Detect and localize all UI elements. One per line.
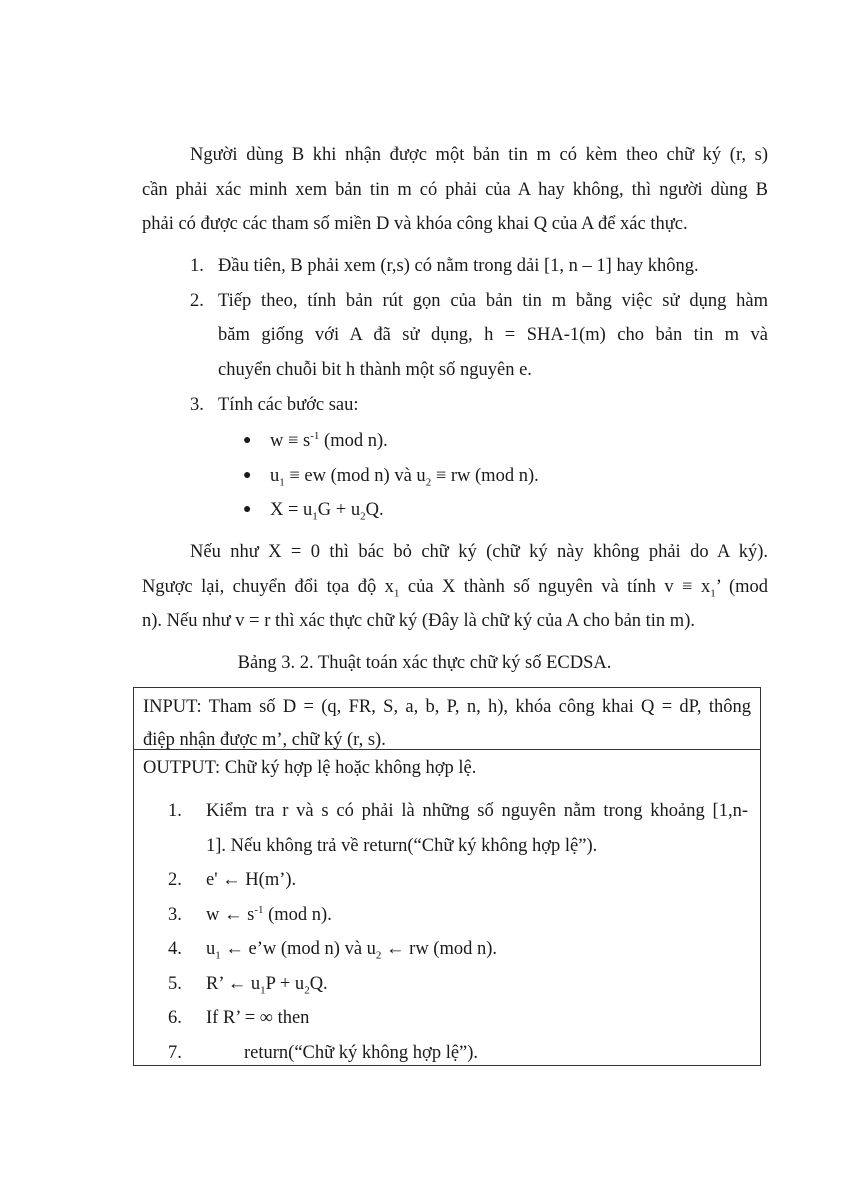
algo-step-6 [168, 1001, 748, 1036]
subscript: 2 [425, 476, 432, 489]
intro-paragraph [142, 138, 768, 242]
subscript: 2 [304, 984, 310, 997]
step-text: Đầu tiên, B phải xem (r,s) có nằm trong dải [1, n – 1] hay không. [218, 256, 699, 276]
algo-step-7 [168, 1036, 748, 1071]
bullet-text: G + u [317, 500, 361, 520]
text: Ngược lại, chuyển đổi tọa độ x [142, 576, 394, 597]
algo-step-number: 5. [168, 973, 182, 994]
input-line-1: INPUT: Tham số D = (q, FR, S, a, b, P, n, h), khóa công khai Q = dP, thông [143, 697, 751, 717]
algo-step-text: If R’ = ∞ then [206, 1008, 310, 1028]
bullet-icon: ● [243, 467, 252, 483]
conclusion-line-1: Nếu như X = 0 thì bác bỏ chữ ký (chữ ký này không phải do A ký). [190, 542, 768, 562]
subscript: 1 [260, 984, 266, 997]
computation-bullets [240, 424, 539, 528]
algo-step-text: w ← s [206, 904, 255, 925]
subscript: 1 [215, 949, 221, 962]
algorithm-table [133, 687, 761, 1066]
step-1 [190, 249, 768, 284]
text: ’ (mod [715, 576, 768, 597]
algo-step-text: Q. [309, 973, 328, 994]
conclusion-line-2 [142, 570, 768, 605]
algo-step-4 [168, 932, 748, 967]
input-cell [134, 688, 760, 750]
algo-step-text: e' ← H(m’). [206, 870, 297, 890]
subscript: 2 [375, 949, 382, 962]
intro-line-3: phải có được các tham số miền D và khóa công khai Q của A để xác thực. [142, 214, 688, 235]
step-text: Tính các bước sau: [218, 394, 359, 415]
bullet-text: ≡ rw (mod n). [431, 465, 539, 486]
algo-step-1 [168, 794, 748, 863]
algo-step-text: ← rw (mod n). [381, 939, 498, 959]
bullet-icon: ● [243, 433, 252, 448]
step-number: 3. [190, 394, 204, 415]
algo-step-text: ← e’w (mod n) và u [220, 939, 376, 959]
bullet-text: u [270, 465, 280, 486]
conclusion-line-3: n). Nếu như v = r thì xác thực chữ ký (Đây là chữ ký của A cho bản tin m). [142, 611, 695, 632]
step-number: 2. [190, 290, 204, 311]
bullet-text: w ≡ s [270, 431, 311, 451]
step-text: Tiếp theo, tính bản rút gọn của bản tin m bằng việc sử dụng hàm [218, 290, 768, 311]
text: của X thành số nguyên và tính v ≡ x [399, 576, 711, 597]
algo-step-2 [168, 863, 748, 898]
subscript: 1 [312, 510, 318, 523]
superscript: -1 [254, 903, 264, 916]
bullet-text: X = u [270, 500, 313, 520]
algorithm-steps [168, 794, 748, 1070]
algo-step-text: u [206, 939, 216, 959]
step-text: băm giống với A đã sử dụng, h = SHA-1(m) cho bản tin m và [218, 325, 768, 346]
verification-steps [190, 249, 768, 423]
bullet-text: ≡ ew (mod n) và u [284, 465, 426, 486]
step-3 [190, 388, 768, 423]
algo-step-number: 1. [168, 801, 182, 821]
algo-step-text: Kiểm tra r và s có phải là những số nguyên nằm trong khoảng [1,n- [206, 801, 748, 821]
algo-step-number: 2. [168, 870, 182, 890]
output-cell: OUTPUT: Chữ ký hợp lệ hoặc không hợp lệ. [143, 758, 477, 778]
algo-step-number: 4. [168, 939, 182, 959]
bullet-text: (mod n). [319, 431, 388, 451]
subscript: 2 [360, 510, 366, 523]
intro-line-2: cần phải xác minh xem bản tin m có phải của A hay không, thì người dùng B [142, 179, 768, 200]
algo-step-text: (mod n). [263, 904, 332, 925]
bullet-text: Q. [365, 500, 384, 520]
algo-step-text: P + u [265, 973, 305, 994]
step-number: 1. [190, 256, 204, 276]
superscript: -1 [310, 429, 320, 442]
algo-step-text: return(“Chữ ký không hợp lệ”). [244, 1042, 479, 1063]
algo-step-5 [168, 967, 748, 1002]
bullet-w [240, 424, 539, 459]
algo-step-text: 1]. Nếu không trả về return(“Chữ ký không hợp lệ”). [206, 835, 598, 856]
algo-step-text: R’ ← u [206, 973, 261, 994]
algo-step-number: 6. [168, 1008, 182, 1028]
algo-step-number: 7. [168, 1042, 182, 1063]
step-text: chuyển chuỗi bit h thành một số nguyên e. [218, 360, 532, 381]
conclusion-paragraph [142, 535, 768, 639]
bullet-u [240, 459, 539, 494]
bullet-x [240, 493, 539, 528]
algo-step-number: 3. [168, 904, 182, 925]
subscript: 1 [279, 476, 285, 489]
input-line-2: điệp nhận được m’, chữ ký (r, s). [143, 730, 386, 750]
table-caption: Bảng 3. 2. Thuật toán xác thực chữ ký số ECDSA. [237, 653, 612, 673]
subscript: 1 [710, 587, 716, 600]
intro-line-1: Người dùng B khi nhận được một bản tin m có kèm theo chữ ký (r, s) [190, 145, 768, 165]
subscript: 1 [393, 587, 400, 600]
step-2 [190, 284, 768, 388]
algo-step-3 [168, 898, 748, 933]
bullet-icon: ● [243, 502, 252, 517]
